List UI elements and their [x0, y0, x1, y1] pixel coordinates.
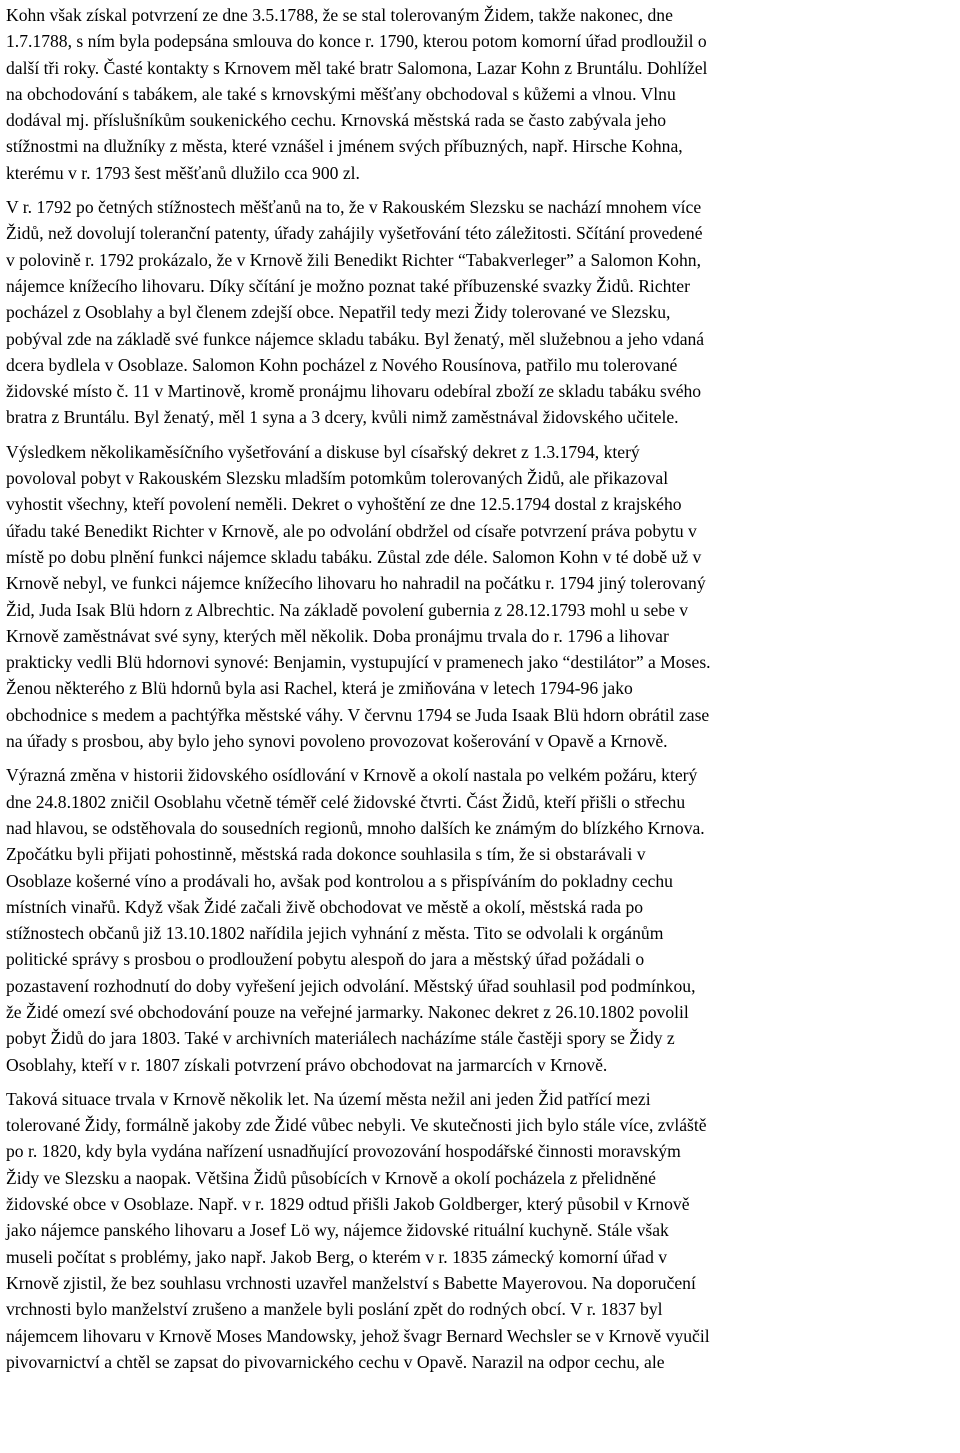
paragraph-2	[6, 194, 954, 431]
text-line: dne 24.8.1802 zničil Osoblahu včetně téměř celé židovské čtvrti. Část Židů, kteří přišli o střechu	[6, 791, 686, 812]
text-line: Výsledkem několikaměsíčního vyšetřování a diskuse byl císařský dekret z 1.3.1794, který	[6, 441, 640, 462]
text-line: dodával mj. příslušníkům soukenického cechu. Krnovská městská rada se často zabývala jeho	[6, 110, 667, 131]
text-line: Židy ve Slezsku a naopak. Většina Židů působících v Krnově a okolí pocházela z přelidněné	[6, 1167, 656, 1188]
text-line: Osoblaze košerné víno a prodávali ho, avšak pod kontrolou a s přispíváním do pokladny cechu	[6, 870, 673, 891]
text-line: 1.7.1788, s ním byla podepsána smlouva do konce r. 1790, kterou potom komorní úřad prodloužil o	[6, 31, 707, 52]
text-line: Židů, než dovolují toleranční patenty, úřady zahájily vyšetřování této záležitosti. Sčítání provedené	[6, 223, 703, 244]
text-line: povoloval pobyt v Rakouském Slezsku mladším potomkům tolerovaných Židů, ale přikazoval	[6, 468, 669, 489]
text-line: stížnostech občanů již 13.10.1802 nařídila jejich vyhnání z města. Tito se odvolali k orgánům	[6, 923, 664, 944]
paragraph-4	[6, 762, 954, 1078]
text-line: Osoblahy, kteří v r. 1807 získali potvrzení právo obchodovat na jarmarcích v Krnově.	[6, 1054, 608, 1075]
text-line: dcera bydlela v Osoblaze. Salomon Kohn pocházel z Nového Rousínova, patřilo mu tolerované	[6, 354, 678, 375]
text-line: židovské místo č. 11 v Martinově, kromě pronájmu lihovaru odebíral zboží ze skladu tabáku svého	[6, 381, 702, 402]
text-line: Zpočátku byli přijati pohostinně, městská rada dokonce souhlasila s tím, že si obstarávali v	[6, 844, 646, 865]
text-line: Krnově zjistil, že bez souhlasu vrchnosti uzavřel manželství s Babette Mayerovou. Na doporučení	[6, 1272, 696, 1293]
text-line: politické správy s prosbou o prodloužení pobytu alespoň do jara a městský úřad požádali o	[6, 949, 645, 970]
text-line: vyhostit všechny, kteří povolení neměli. Dekret o vyhoštění ze dne 12.5.1794 dostal z krajského	[6, 494, 682, 515]
text-line: Kohn však získal potvrzení ze dne 3.5.1788, že se stal tolerovaným Židem, takže nakonec, dne	[6, 5, 673, 25]
text-line: nájemcem lihovaru v Krnově Moses Mandowsky, jehož švagr Bernard Wechsler se v Krnově vyučil	[6, 1325, 710, 1346]
paragraph-1	[6, 2, 954, 186]
text-line: na obchodování s tabákem, ale také s krnovskými měšťany obchodoval s kůžemi a vlnou. Vlnu	[6, 83, 676, 104]
text-line: nad hlavou, se odstěhovala do sousedních regionů, mnoho dalších ke známým do blízkého Krnova.	[6, 817, 705, 838]
text-line: pozastavení rozhodnutí do doby vyřešení jejich odvolání. Městský úřad souhlasil pod podmínkou,	[6, 975, 696, 996]
text-line: úřadu také Benedikt Richter v Krnově, ale po odvolání obdržel od císaře potvrzení práva pobytu v	[6, 520, 697, 541]
text-line: Taková situace trvala v Krnově několik let. Na území města nežil ani jeden Žid patřící mezi	[6, 1088, 651, 1109]
text-line: pobýval zde na základě své funkce nájemce skladu tabáku. Byl ženatý, měl služebnou a jeho vdaná	[6, 328, 705, 349]
text-line: prakticky vedli Blü hdornovi synové: Benjamin, vystupující v pramenech jako “destilátor” a Moses.	[6, 652, 711, 673]
text-line: Ženou některého z Blü hdornů byla asi Rachel, která je zmiňována v letech 1794-96 jako	[6, 678, 633, 699]
text-line: nájemce knížecího lihovaru. Díky sčítání je možno poznat také příbuzenské svazky Židů. Richter	[6, 275, 690, 296]
text-line: Krnově nebyl, ve funkci nájemce knížecího lihovaru ho nahradil na počátku r. 1794 jiný tolerovaný	[6, 573, 706, 594]
text-line: V r. 1792 po četných stížnostech měšťanů na to, že v Rakouském Slezsku se nachází mnohem více	[6, 197, 702, 218]
text-line: že Židé omezí své obchodování pouze na veřejné jarmarky. Nakonec dekret z 26.10.1802 povolil	[6, 1001, 689, 1022]
text-line: Výrazná změna v historii židovského osídlování v Krnově a okolí nastala po velkém požáru, který	[6, 765, 698, 786]
text-line: židovské obce v Osoblaze. Např. v r. 1829 odtud přišli Jakob Goldberger, který působil v Krnově	[6, 1194, 690, 1215]
text-line: na úřady s prosbou, aby bylo jeho synovi povoleno provozovat košerování v Opavě a Krnově.	[6, 731, 668, 752]
text-line: v polovině r. 1792 prokázalo, že v Krnově žili Benedikt Richter “Tabakverleger” a Salomon Kohn,	[6, 249, 701, 270]
text-line: místě po dobu plnění funkci nájemce skladu tabáku. Zůstal zde déle. Salomon Kohn v té době už v	[6, 546, 702, 567]
text-line: Žid, Juda Isak Blü hdorn z Albrechtic. Na základě povolení gubernia z 28.12.1793 mohl u sebe v	[6, 599, 689, 620]
text-line: stížnostmi na dlužníky z města, které vznášel i jménem svých příbuzných, např. Hirsche Kohna,	[6, 136, 683, 157]
text-line: kterému v r. 1793 šest měšťanů dlužilo cca 900 zl.	[6, 162, 360, 183]
text-line: vrchnosti bylo manželství zrušeno a manžele byli poslání zpět do rodných obcí. V r. 1837 byl	[6, 1299, 663, 1320]
text-line: tolerované Židy, formálně jakoby zde Židé vůbec nebyli. Ve skutečnosti jich bylo stále více, zvláště	[6, 1115, 707, 1136]
text-line: museli počítat s problémy, jako např. Jakob Berg, o kterém v r. 1835 zámecký komorní úřad v	[6, 1246, 668, 1267]
text-line: místních vinařů. Když však Židé začali živě obchodovat ve městě a okolí, městská rada po	[6, 896, 644, 917]
paragraph-5	[6, 1086, 954, 1375]
text-line: Krnově zaměstnávat své syny, kterých měl několik. Doba pronájmu trvala do r. 1796 a lihovar	[6, 625, 669, 646]
text-line: obchodnice s medem a pachtýřka městské váhy. V červnu 1794 se Juda Isaak Blü hdorn obrátil zase	[6, 704, 710, 725]
text-line: další tři roky. Časté kontakty s Krnovem měl také bratr Salomona, Lazar Kohn z Bruntálu. Dohlížel	[6, 57, 708, 78]
text-line: jako nájemce panského lihovaru a Josef Lö wy, nájemce židovské rituální kuchyně. Stále však	[6, 1220, 669, 1241]
paragraph-3	[6, 439, 954, 755]
text-line: po r. 1820, kdy byla vydána nařízení usnadňující provozování hospodářské činnosti moravským	[6, 1141, 681, 1162]
text-line: pocházel z Osoblahy a byl členem zdejší obce. Nepatřil tedy mezi Židy tolerované ve Slezsku,	[6, 302, 671, 323]
text-line: bratra z Bruntálu. Byl ženatý, měl 1 syna a 3 dcery, kvůli nimž zaměstnával židovského učitele.	[6, 407, 679, 428]
text-line: pobyt Židů do jara 1803. Také v archivních materiálech nacházíme stále častěji spory se Židy z	[6, 1028, 675, 1049]
text-line: pivovarnictví a chtěl se zapsat do pivovarnického cechu v Opavě. Narazil na odpor cechu, ale	[6, 1351, 665, 1372]
